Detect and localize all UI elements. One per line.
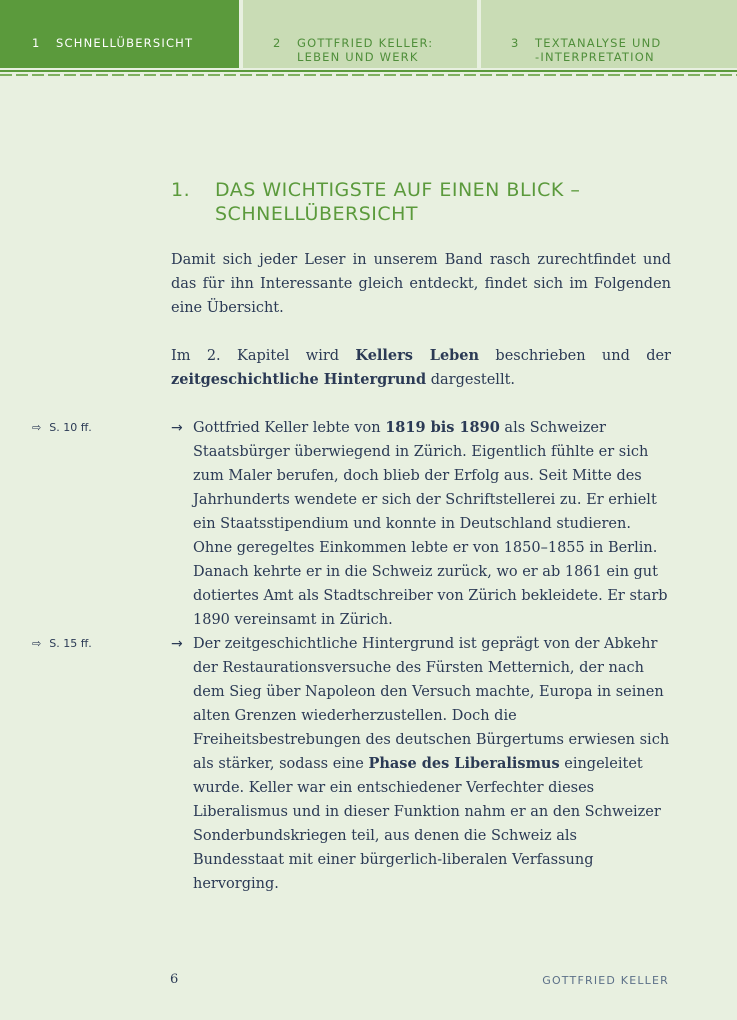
tab-label-line1: TEXTANALYSE UND [535,36,662,50]
emphasis: Phase des Liberalismus [368,755,560,772]
text-run: Im 2. Kapitel wird [171,348,356,364]
emphasis: zeitgeschichtliche Hintergrund [171,371,427,388]
tab-label-line2: -INTERPRETATION [535,50,655,64]
tab-leben-und-werk[interactable] [243,0,477,68]
emphasis: 1819 bis 1890 [385,419,500,436]
header-dashed-rule [0,74,737,76]
margin-reference-text: S. 15 ff. [49,637,92,650]
tab-label-line1: GOTTFRIED KELLER: [297,36,434,50]
text-run: eingeleitet wurde. Keller war ein entschiedener Verfechter dieses Liberalismus und in dieser Funktion nahm er an den Schweizer Sonderbundskriegen teil, aus denen die Schweiz als Bundesstaat mit einer bürgerlich-liberalen Verfassung hervorging. [193,756,661,892]
text-run: beschrieben und der [479,348,671,364]
hollow-arrow-right-icon: ⇨ [32,637,42,650]
chapter-title-line1: DAS WICHTIGSTE AUF EINEN BLICK – [215,179,581,201]
text-run: als Schweizer Staatsbürger überwiegend in Zürich. Eigentlich fühlte er sich zum Maler berufen, doch blieb der Erfolg aus. Seit Mitte des Jahrhunderts wendete er sich der Schriftstellerei zu. Er erhielt ein Staatsstipendium und konnte in Deutschland studieren. Ohne geregeltes Einkommen lebte er von 1850–1855 in Berlin. Danach kehrte er in die Schweiz zurück, wo er ab 1861 ein gut dotiertes Amt als Stadtschreiber von Zürich bekleidete. Er starb 1890 vereinsamt in Zürich. [193,420,668,628]
bullet-item [171,416,671,632]
tab-label [535,36,661,64]
margin-reference[interactable] [32,637,92,650]
arrow-right-icon: → [171,636,183,652]
summary-paragraph [171,344,671,392]
emphasis: Kellers Leben [355,347,480,364]
tab-textanalyse[interactable] [481,0,737,68]
chapter-tabs [0,0,737,68]
intro-paragraph: Damit sich jeder Leser in unserem Band rasch zurechtfindet und das für ihn Interessante gleich entdeckt, findet sich im Folgenden eine Übersicht. [171,252,671,316]
page-number: 6 [170,972,179,987]
running-footer-author: GOTTFRIED KELLER [542,974,669,987]
chapter-number: 1. [171,179,191,201]
text-run: Der zeitgeschichtliche Hintergrund ist geprägt von der Abkehr der Restaurationsversuche des Fürsten Metternich, der nach dem Sieg über Napoleon den Versuch machte, Europa in seinen alten Grenzen wiederherzustellen. Doch die Freiheitsbestrebungen des deutschen Bürgertums erwiesen sich als stärker, sodass eine [193,636,670,772]
tab-schnelluebersicht[interactable] [0,0,239,68]
tab-label [297,36,433,64]
arrow-right-icon: → [171,420,183,436]
hollow-arrow-right-icon: ⇨ [32,421,42,434]
tab-number: 3 [511,36,520,50]
tab-number: 1 [32,36,41,50]
tab-label-line2: LEBEN UND WERK [297,50,419,64]
chapter-heading [171,178,691,226]
tab-number: 2 [273,36,282,50]
tab-label: SCHNELLÜBERSICHT [56,36,194,50]
text-run: Gottfried Keller lebte von [193,420,386,436]
chapter-title-line2: SCHNELLÜBERSICHT [215,203,419,225]
header-rule [0,70,737,72]
chapter-title [215,178,691,226]
bullet-item [171,632,671,896]
bullet-text [193,416,671,632]
margin-reference[interactable] [32,421,92,434]
margin-reference-text: S. 10 ff. [49,421,92,434]
text-run: dargestellt. [426,372,516,388]
bullet-text [193,632,671,896]
